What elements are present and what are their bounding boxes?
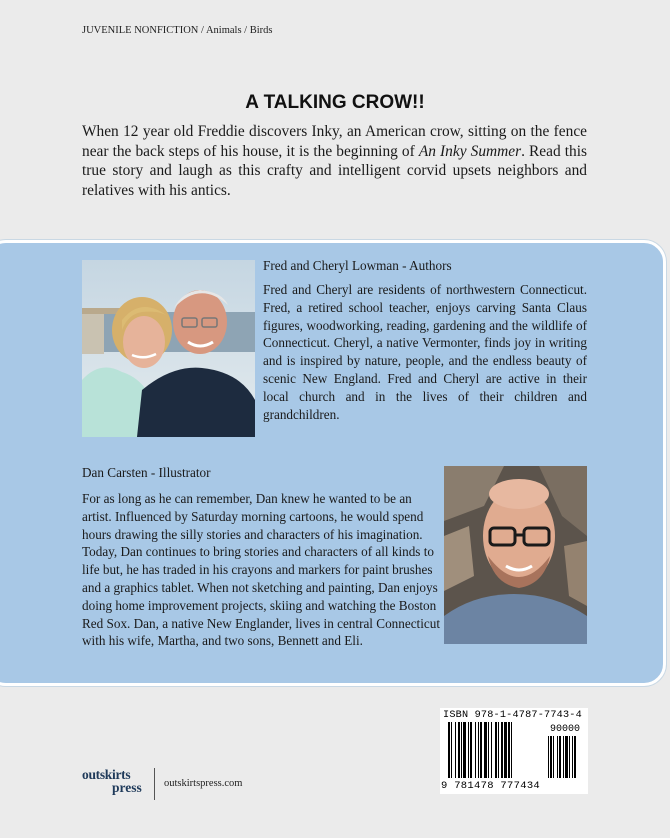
book-blurb [82,122,587,200]
logo-line-2: press [112,780,142,795]
authors-photo [82,260,255,437]
illustrator-photo [444,466,587,644]
illustrator-bio: For as long as he can remember, Dan knew he wanted to be an artist. Influenced by Saturday morning cartoons, he would spend hours drawing the silly stories and characters of his imagination. Today, Dan continues to bring stories and characters of all kinds to life but, he has traded in his crayons and markers for paint brushes and a graphics tablet. When not sketching and painting, Dan enjoys doing home improvement projects, skiing and watching the Boston Red Sox. Dan, a native New Englander, lives in central Connecticut with his wife, Martha, and two sons, Bennett and Eli. [82,491,440,649]
blurb-part-1: When 12 year old Freddie discovers Inky, an American crow, sitting on the fence near the back steps of his house, it is the beginning of [82,123,587,160]
barcode-digits: 9 781478 777434 [441,780,541,792]
illustrator-heading: Dan Carsten - Illustrator [82,465,211,480]
outskirts-press-logo [82,767,146,803]
publisher-url: outskirtspress.com [164,778,243,789]
logo-line-1: outskirts [82,767,131,782]
isbn-text: ISBN 978-1-4787-7743-4 [443,710,582,721]
blurb-part-2: . Read this true story and laugh as this crafty and intelligent corvid upsets neighbors and relatives with his antics. [82,142,588,199]
barcode-icon [448,722,586,780]
category-label: JUVENILE NONFICTION / Animals / Birds [82,25,273,36]
logo-divider [154,768,155,800]
authors-heading: Fred and Cheryl Lowman - Authors [263,258,452,273]
book-title: An Inky Summer [418,142,522,160]
authors-bio: Fred and Cheryl are residents of northwestern Connecticut. Fred, a retired school teacher, enjoys carving Santa Claus figures, woodworking, reading, gardening and the wildlife of Connecticut. Cheryl, a native Vermonter, finds joy in writing and is inspired by nature, people, and the endless beauty of scenic New England. Fred and Cheryl are active in their local church and in the lives of their children and grandchildren. [263,282,587,422]
price-code: 90000 [550,724,581,735]
headline: A TALKING CROW!! [245,92,425,113]
